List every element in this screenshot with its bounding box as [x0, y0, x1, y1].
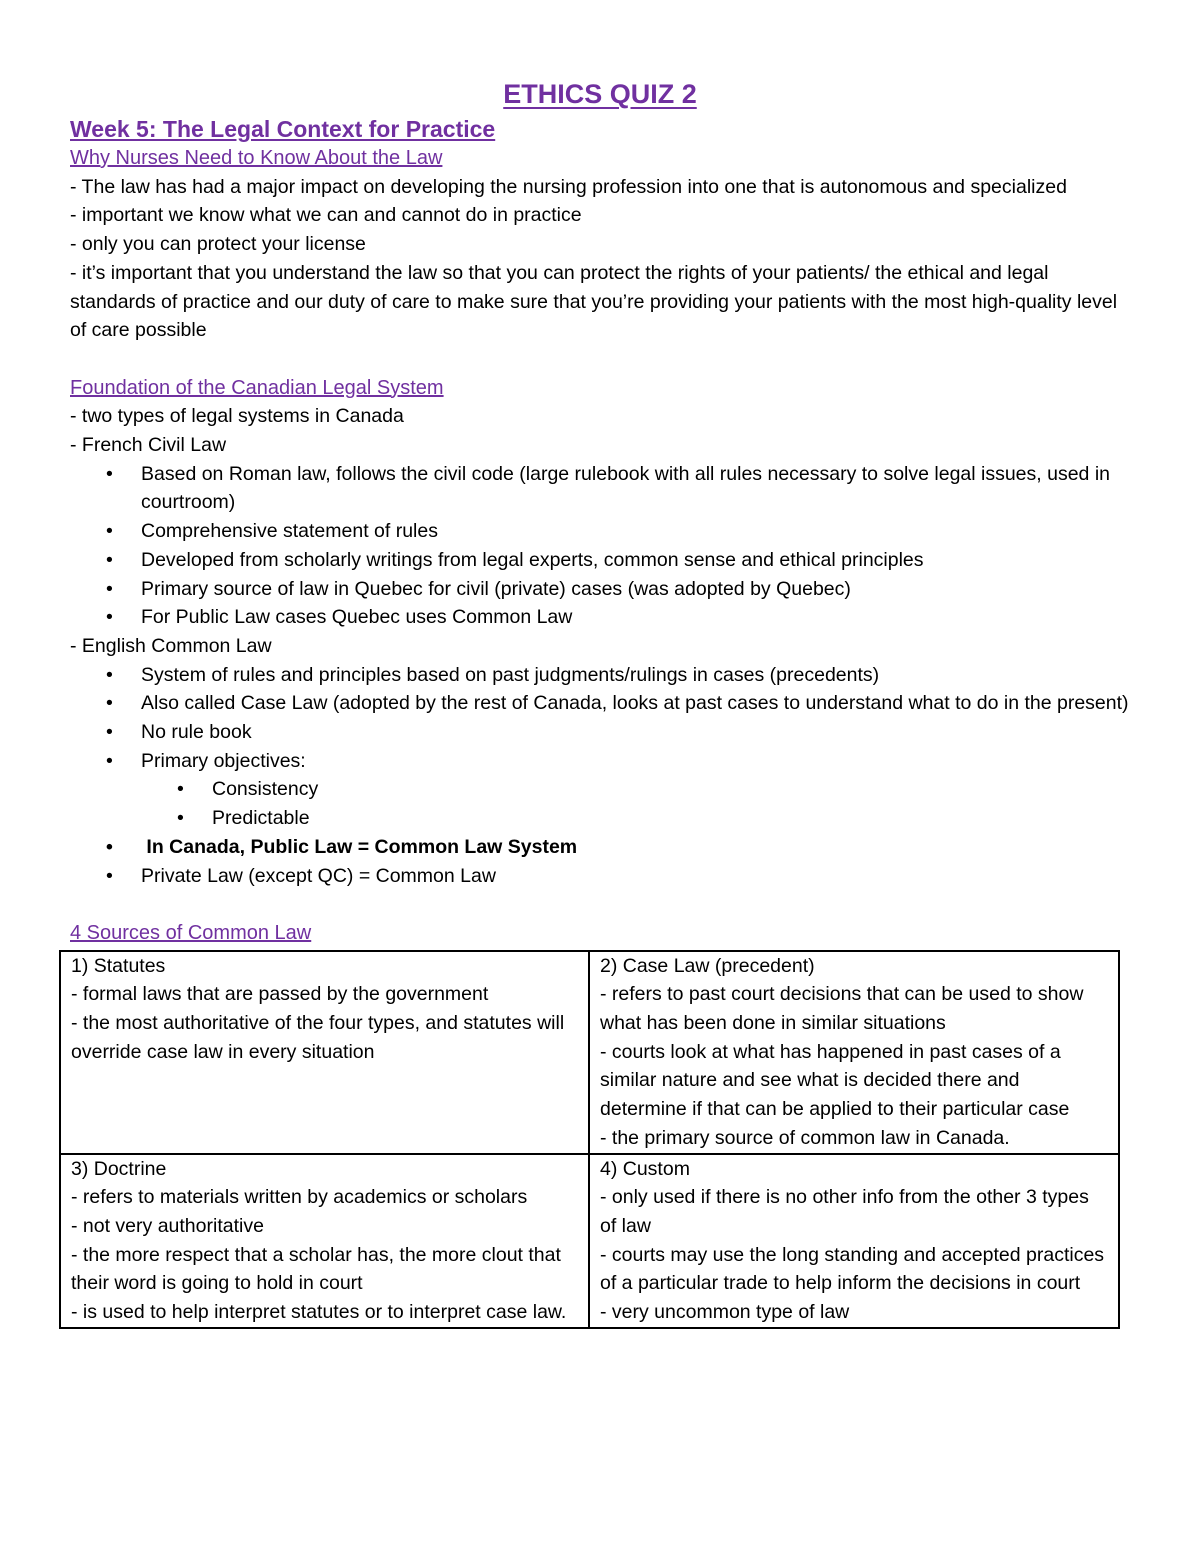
text-line: - The law has had a major impact on developing the nursing profession into one that is autonomous and specialized [70, 175, 1067, 198]
list-item: • Based on Roman law, follows the civil code (large rulebook with all rules necessary to solve legal issues, used in courtroom) [70, 460, 1130, 517]
section-why [70, 144, 1130, 345]
text-line: - important we know what we can and cannot do in practice [70, 204, 582, 227]
public-law-text: In Canada, Public Law = Common Law System [146, 835, 578, 858]
list-item: • Comprehensive statement of rules [70, 517, 1130, 546]
list-item: • Private Law (except QC) = Common Law [70, 862, 1130, 891]
table-row [60, 1154, 1119, 1328]
cell-line: - the primary source of common law in Canada. [600, 1126, 1010, 1149]
cell-line: - only used if there is no other info from the other 3 types of law [600, 1186, 1089, 1237]
sources-table [59, 950, 1120, 1329]
section-heading-sources: 4 Sources of Common Law [70, 921, 312, 944]
objectives-label: Primary objectives: [141, 749, 306, 772]
cell-line: - is used to help interpret statutes or to interpret case law. [71, 1301, 567, 1324]
section-heading-why: Why Nurses Need to Know About the Law [70, 147, 443, 169]
cell-line: - the more respect that a scholar has, the more clout that their word is going to hold in court [71, 1243, 561, 1295]
table-cell-case-law [589, 951, 1119, 1154]
cell-line: - the most authoritative of the four types, and statutes will override case law in every situation [71, 1012, 565, 1063]
list-item: • Developed from scholarly writings from legal experts, common sense and ethical principles [70, 546, 1130, 575]
list-item: • For Public Law cases Quebec uses Common Law [70, 603, 1130, 632]
cell-title: 3) Doctrine [71, 1157, 167, 1180]
cell-title: 1) Statutes [71, 954, 166, 977]
document-title: ETHICS QUIZ 2 [503, 79, 697, 109]
cell-line: - not very authoritative [71, 1214, 264, 1237]
cell-title: 4) Custom [600, 1157, 690, 1180]
spacer [70, 890, 1130, 919]
common-law-list [70, 661, 1130, 891]
week-heading: Week 5: The Legal Context for Practice [70, 116, 496, 142]
text-line: - two types of legal systems in Canada [70, 405, 404, 428]
common-law-label: - English Common Law [70, 634, 272, 657]
list-item: • Predictable [141, 804, 1130, 833]
section-foundation [70, 374, 1130, 891]
section-heading-foundation: Foundation of the Canadian Legal System [70, 376, 444, 399]
cell-line: - refers to past court decisions that can be used to show what has been done in similar situations [600, 983, 1084, 1035]
cell-line: - very uncommon type of law [600, 1301, 850, 1324]
section-sources [70, 919, 1130, 1329]
table-cell-doctrine [60, 1154, 589, 1328]
civil-law-list [70, 460, 1130, 632]
text-line: - only you can protect your license [70, 233, 366, 256]
list-item: • Primary source of law in Quebec for civil (private) cases (was adopted by Quebec) [70, 575, 1130, 604]
table-row [60, 951, 1119, 1154]
text-line: - it’s important that you understand the law so that you can protect the rights of your patients/ the ethical and legal standards of practice and our duty of care to make sure that you’re providing your patients with the most high-quality level of care possible [70, 261, 1118, 342]
table-cell-statutes [60, 951, 589, 1154]
cell-title: 2) Case Law (precedent) [600, 954, 815, 977]
cell-line: - courts look at what has happened in past cases of a similar nature and see what is decided there and determine if that can be applied to their particular case [600, 1040, 1070, 1121]
cell-line: - courts may use the long standing and accepted practices of a particular trade to help inform the decisions in court [600, 1243, 1105, 1295]
cell-line: - formal laws that are passed by the government [71, 983, 489, 1006]
civil-law-label: - French Civil Law [70, 434, 227, 457]
objectives-list [141, 775, 1130, 832]
spacer [70, 345, 1130, 374]
cell-line: - refers to materials written by academics or scholars [71, 1186, 528, 1209]
list-item-objectives [70, 747, 1130, 833]
table-cell-custom [589, 1154, 1119, 1328]
document-page [70, 76, 1130, 1329]
list-item: • Also called Case Law (adopted by the rest of Canada, looks at past cases to understand what to do in the present) [70, 689, 1130, 718]
list-item-public-law [70, 833, 1130, 862]
list-item: • Consistency [141, 775, 1130, 804]
list-item: • System of rules and principles based on past judgments/rulings in cases (precedents) [70, 661, 1130, 690]
list-item: • No rule book [70, 718, 1130, 747]
